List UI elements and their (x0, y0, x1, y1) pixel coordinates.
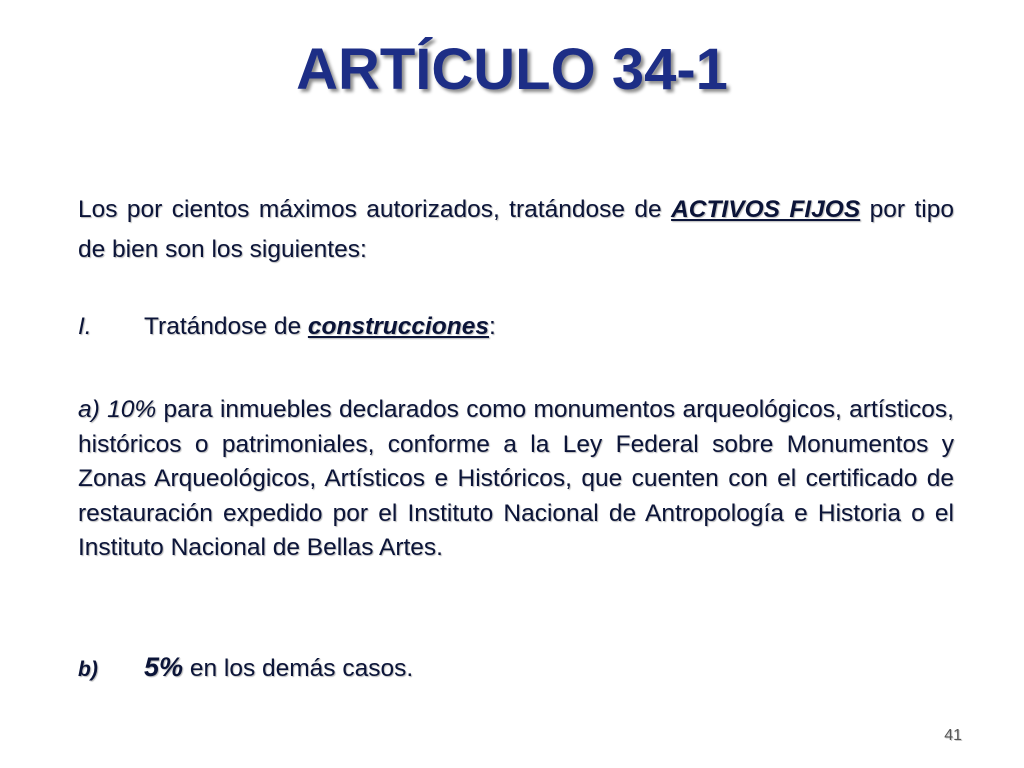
item-b-paragraph (78, 650, 954, 687)
intro-paragraph (78, 190, 954, 270)
intro-text-end: por tipo de bien son los siguientes: (78, 196, 954, 263)
item-a-marker: a) (78, 396, 100, 423)
item-one-text-end: : (489, 313, 496, 340)
item-a-paragraph (78, 393, 954, 566)
item-b-marker: b) (78, 658, 98, 681)
item-b-percent: 5% (144, 652, 184, 682)
slide-title: ARTÍCULO 34-1 (296, 37, 728, 102)
roman-numeral-marker: I. (78, 313, 92, 340)
intro-text-start: Los por cientos máximos autorizados, tratándose de (78, 196, 672, 223)
page-number: 41 (944, 727, 962, 744)
activos-fijos-emphasis: ACTIVOS FIJOS (671, 196, 861, 223)
item-one-construcciones (78, 309, 954, 344)
construcciones-emphasis: construcciones (307, 313, 489, 340)
item-a-text: para inmuebles declarados como monumentos arqueológicos, artísticos, históricos o patrimoniales, conforme a la Ley Federal sobre Monumentos y Zonas Arqueológicos, Artísticos e Históricos, que cuenten con el certificado de restauración expedido por el Instituto Nacional de Antropología e Historia o el Instituto Nacional de Bellas Artes. (78, 396, 954, 561)
item-a-percent: 10% (107, 396, 157, 423)
item-one-text-start: Tratándose de (144, 313, 308, 340)
item-b-text: en los demás casos. (183, 655, 414, 682)
